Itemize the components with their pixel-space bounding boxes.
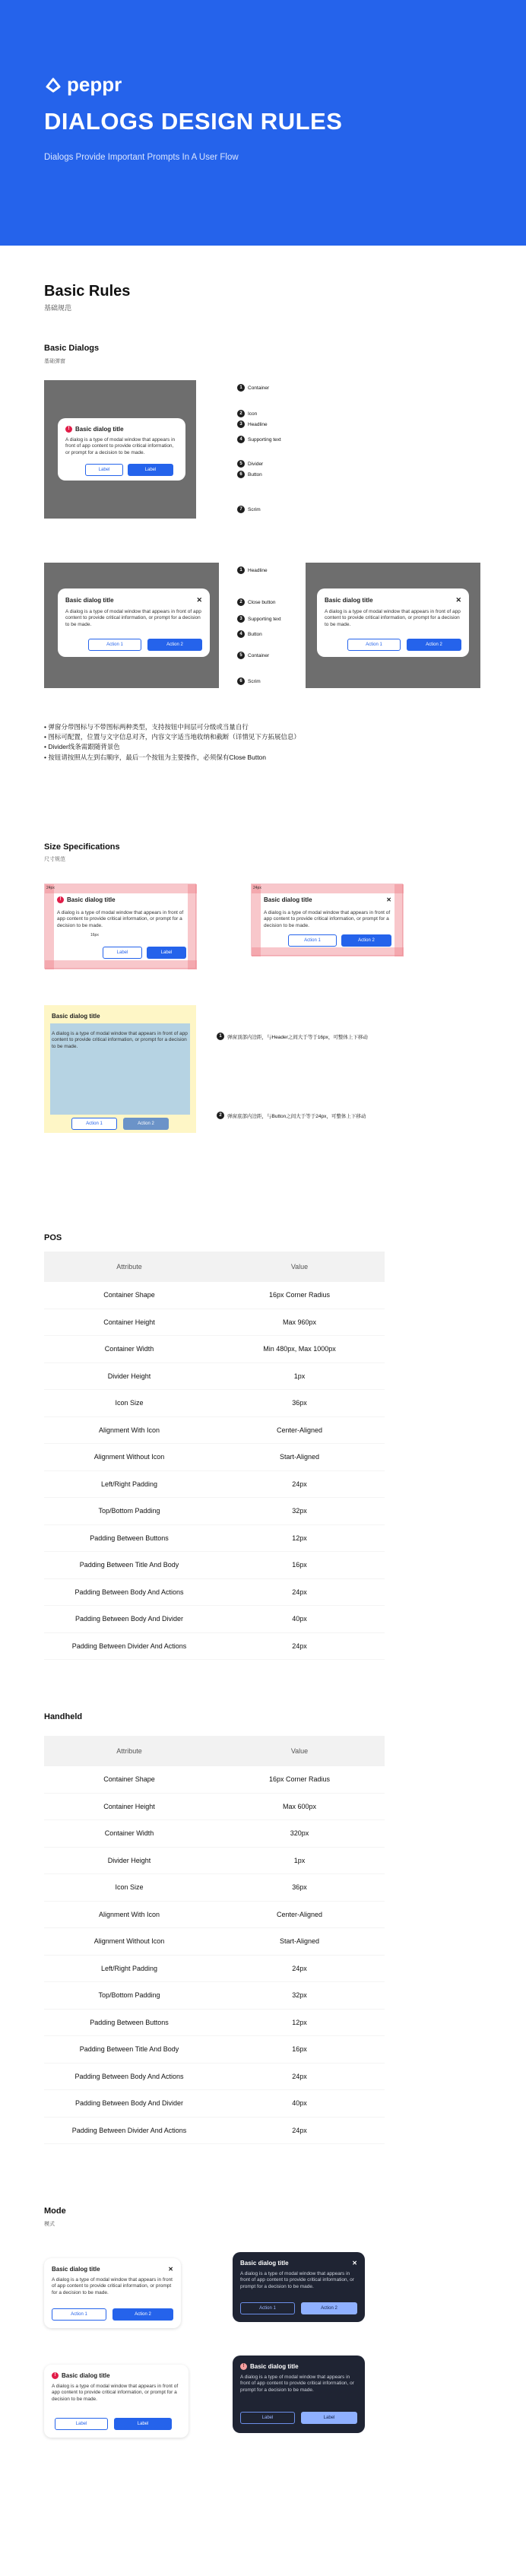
annotation: 1 Container	[237, 384, 269, 392]
table-row	[44, 1417, 385, 1445]
table-row	[44, 1633, 385, 1661]
size-spec-subtitle: 尺寸规范	[44, 857, 65, 862]
attribute-cell: Alignment With Icon	[98, 1910, 160, 1918]
rule-item: • 弹窗分带图标与不带图标两种类型，支持按钮中间层可分级或当量自行	[44, 723, 249, 731]
light-dialog-icon: ! Basic dialog title A dialog is a type of modal window that appears in front of app content to provide critical information, or prompt for a decision to be made. Label Label	[44, 2365, 189, 2438]
brand-logo	[44, 73, 122, 97]
label-button[interactable]: Label	[55, 2418, 108, 2430]
dark-dialog-icon: ! Basic dialog title A dialog is a type of modal window that appears in front of app content to provide critical information, or prompt for a decision to be made. Label Label	[233, 2356, 365, 2433]
action2-button[interactable]: Label	[128, 464, 173, 476]
table-row	[44, 1820, 385, 1848]
value-cell: 36px	[292, 1399, 307, 1407]
value-cell: 40px	[292, 2099, 307, 2108]
annotation: 6 Scrim	[237, 677, 261, 685]
table-row	[44, 1606, 385, 1633]
label-button[interactable]: Label	[240, 2412, 295, 2424]
dialog-title: Basic dialog title	[65, 597, 114, 604]
pos-title: POS	[44, 1233, 62, 1242]
page-subtitle: Dialogs Provide Important Prompts In A User Flow	[44, 153, 239, 162]
peppr-logo-icon	[44, 76, 62, 94]
annotation: 5 Divider	[237, 460, 263, 468]
dialog-container	[317, 588, 469, 657]
action1-button[interactable]: Action 1	[88, 639, 141, 651]
value-cell: 1px	[293, 1372, 306, 1380]
attribute-cell: Icon Size	[115, 1399, 144, 1407]
attribute-cell: Divider Height	[107, 1856, 151, 1864]
alert-icon: !	[65, 426, 72, 433]
table-row	[44, 1390, 385, 1417]
close-icon[interactable]: ✕	[352, 2260, 357, 2267]
annotation: 1 Headline	[237, 566, 268, 574]
table-row	[44, 1874, 385, 1902]
action2-button[interactable]: Action 2	[407, 639, 461, 651]
section-title-basic-rules: Basic Rules	[44, 283, 131, 300]
dialog-container	[58, 418, 185, 481]
label-button[interactable]: Label	[114, 2418, 172, 2430]
action1-button[interactable]: Action 1	[288, 934, 337, 947]
annotation: 5 Container	[237, 652, 269, 659]
close-icon[interactable]: ✕	[455, 596, 461, 604]
action1-button[interactable]: Label	[85, 464, 123, 476]
value-cell: Start-Aligned	[279, 1453, 320, 1461]
table-row	[44, 1336, 385, 1363]
pos-table	[44, 1252, 385, 1660]
basic-dialogs-subtitle: 基础弹窗	[44, 359, 65, 364]
attribute-cell: Padding Between Body And Divider	[74, 2099, 184, 2108]
rule-item: • 图标可配置，位置与文字信息对齐，内容文字适当地收纳和截断（详情见下方拓展信息）	[44, 733, 300, 741]
alert-icon: !	[240, 2363, 247, 2370]
attribute-cell: Top/Bottom Padding	[98, 1507, 160, 1515]
table-row	[44, 2064, 385, 2091]
table-header: Attribute Value	[44, 1736, 385, 1766]
attribute-cell: Padding Between Body And Actions	[74, 2072, 184, 2080]
attribute-cell: Left/Right Padding	[100, 1964, 158, 1972]
value-cell: 16px Corner Radius	[268, 1775, 331, 1784]
value-cell: 32px	[292, 1991, 307, 2000]
annotation: 3 Headline	[237, 420, 268, 428]
value-cell: 16px	[292, 1561, 307, 1569]
value-cell: 24px	[292, 2126, 307, 2134]
basic-dialogs-title: Basic Dialogs	[44, 344, 100, 353]
mode-title: Mode	[44, 2206, 66, 2216]
annotation: 4 Button	[237, 630, 262, 638]
value-cell: 12px	[292, 2018, 307, 2026]
section-subtitle: 基础规范	[44, 304, 72, 312]
dialog-title: Basic dialog title	[325, 597, 373, 604]
annotations-a	[196, 384, 310, 521]
value-cell: 12px	[292, 1534, 307, 1542]
dialog-body: A dialog is a type of modal window that appears in front of app content to provide critical information, or prompt for a decision to be made.	[65, 609, 201, 627]
attribute-cell: Padding Between Buttons	[90, 1534, 169, 1542]
table-row	[44, 1848, 385, 1875]
attribute-cell: Padding Between Body And Actions	[74, 1588, 184, 1596]
table-row	[44, 1444, 385, 1471]
attribute-cell: Divider Height	[107, 1372, 151, 1380]
attribute-cell: Padding Between Title And Body	[79, 1561, 179, 1569]
attribute-cell: Icon Size	[115, 1883, 144, 1892]
attribute-cell: Alignment Without Icon	[93, 1937, 165, 1946]
action1-button[interactable]: Action 1	[52, 2308, 106, 2321]
value-cell: 36px	[292, 1883, 307, 1892]
table-row	[44, 2118, 385, 2145]
value-cell: Center-Aligned	[276, 1910, 323, 1918]
table-row	[44, 1902, 385, 1929]
action1-button[interactable]: Label	[103, 947, 142, 959]
alert-icon: !	[52, 2372, 59, 2379]
action1-button[interactable]: Action 1	[240, 2302, 295, 2314]
table-row	[44, 1794, 385, 1821]
attribute-cell: Container Shape	[103, 1291, 155, 1299]
rule-item: • 按钮请按照从左到右顺序，最后一个按钮为主要操作，必须保有Close Button	[44, 753, 267, 761]
attribute-cell: Container Shape	[103, 1775, 155, 1784]
annotation: 2 Close button	[237, 598, 276, 606]
value-cell: 24px	[292, 1588, 307, 1596]
dialog-body: A dialog is a type of modal window that appears in front of app content to provide critical information, or prompt for a decision to be made.	[65, 437, 176, 455]
value-cell: 24px	[292, 1964, 307, 1972]
attribute-cell: Padding Between Divider And Actions	[71, 2126, 187, 2134]
attribute-cell: Left/Right Padding	[100, 1480, 158, 1488]
table-row	[44, 1282, 385, 1309]
close-icon[interactable]: ✕	[168, 2266, 173, 2273]
value-cell: 24px	[292, 2072, 307, 2080]
value-cell: 32px	[292, 1507, 307, 1515]
table-row	[44, 1471, 385, 1499]
scrim	[306, 563, 480, 688]
note-top-padding: 1 弹窗顶部内边距，与Header之间大于等于16px，可整体上下移动	[217, 1033, 368, 1040]
action2-button[interactable]: Action 2	[301, 2302, 357, 2314]
attribute-cell: Padding Between Title And Body	[79, 2045, 179, 2054]
annotation: 4 Supporting text	[237, 436, 281, 443]
rules-list	[44, 722, 439, 763]
attribute-cell: Padding Between Body And Divider	[74, 1615, 184, 1623]
annotation: 3 Supporting text	[237, 615, 281, 623]
scrim	[44, 563, 219, 688]
handheld-table	[44, 1736, 385, 2144]
action2-button[interactable]: Action 2	[123, 1118, 169, 1130]
size-spec-title: Size Specifications	[44, 842, 120, 852]
action2-button[interactable]: Action 2	[147, 639, 202, 651]
alert-icon: !	[57, 896, 64, 903]
mode-subtitle: 模式	[44, 2222, 55, 2227]
annotations-b	[219, 566, 295, 688]
action1-button[interactable]: Action 1	[347, 639, 401, 651]
dialog-container	[58, 588, 210, 657]
action2-button[interactable]: Action 2	[341, 934, 391, 947]
attribute-cell: Padding Between Buttons	[90, 2018, 169, 2026]
table-row	[44, 1525, 385, 1553]
table-header: Attribute Value	[44, 1252, 385, 1282]
table-row	[44, 1498, 385, 1525]
attribute-cell: Container Width	[104, 1829, 154, 1838]
attribute-cell: Alignment With Icon	[98, 1426, 160, 1434]
annotation: 6 Button	[237, 471, 262, 478]
table-row	[44, 1956, 385, 1983]
attribute-cell: Container Height	[103, 1802, 155, 1810]
value-cell: 16px Corner Radius	[268, 1291, 331, 1299]
table-row	[44, 1363, 385, 1391]
annotation: 2 Icon	[237, 410, 257, 417]
table-row	[44, 2036, 385, 2064]
value-cell: Center-Aligned	[276, 1426, 323, 1434]
page-title: DIALOGS DESIGN RULES	[44, 108, 343, 135]
value-cell: Max 600px	[282, 1802, 317, 1810]
spec-dialog-close: 24px Basic dialog title ✕ A dialog is a type of modal window that appears in front of app content to provide critical information, or prompt for a decision to be made. Action 1 Action 2	[251, 884, 403, 956]
close-icon[interactable]: ✕	[196, 596, 202, 604]
value-cell: Min 480px, Max 1000px	[263, 1345, 336, 1353]
spec-dialog-with-icon: 24px ! Basic dialog title A dialog is a type of modal window that appears in front of app content to provide critical information, or prompt for a decision to be made. 16px Label Label	[44, 884, 196, 969]
table-row	[44, 1928, 385, 1956]
attribute-cell: Container Width	[104, 1345, 154, 1353]
value-cell: 16px	[292, 2045, 307, 2054]
padding-diagram: Basic dialog title A dialog is a type of modal window that appears in front of app content to provide critical information, or prompt for a decision to be made. Action 1 Action 2	[44, 1005, 196, 1133]
label-button[interactable]: Label	[301, 2412, 357, 2424]
attribute-cell: Alignment Without Icon	[93, 1453, 165, 1461]
table-row	[44, 1579, 385, 1607]
value-cell: 24px	[292, 1642, 307, 1650]
handheld-title: Handheld	[44, 1712, 83, 1721]
table-row	[44, 1552, 385, 1579]
dialog-body: A dialog is a type of modal window that appears in front of app content to provide critical information, or prompt for a decision to be made.	[325, 609, 461, 627]
note-bottom-padding: 2 弹窗底部内边距，与Button之间大于等于24px，可整体上下移动	[217, 1112, 366, 1119]
table-row	[44, 1766, 385, 1794]
table-row	[44, 1982, 385, 2010]
table-row	[44, 2090, 385, 2118]
table-row	[44, 1309, 385, 1337]
scrim	[44, 380, 196, 519]
action2-button[interactable]: Action 2	[112, 2308, 173, 2321]
table-row	[44, 2010, 385, 2037]
value-cell: Start-Aligned	[279, 1937, 320, 1946]
light-dialog-close: Basic dialog title ✕ A dialog is a type of modal window that appears in front of app content to provide critical information, or prompt for a decision to be made. Action 1 Action 2	[44, 2258, 181, 2328]
rule-item: • Divider线条需跟随背景色	[44, 743, 120, 751]
value-cell: Max 960px	[282, 1318, 317, 1326]
value-cell: 40px	[292, 1615, 307, 1623]
dark-dialog-close: Basic dialog title ✕ A dialog is a type of modal window that appears in front of app content to provide critical information, or prompt for a decision to be made. Action 1 Action 2	[233, 2252, 365, 2322]
close-icon[interactable]: ✕	[386, 896, 391, 903]
dialog-title: Basic dialog title	[75, 426, 124, 433]
action2-button[interactable]: Label	[147, 947, 186, 959]
value-cell: 24px	[292, 1480, 307, 1488]
attribute-cell: Top/Bottom Padding	[98, 1991, 160, 2000]
attribute-cell: Padding Between Divider And Actions	[71, 1642, 187, 1650]
attribute-cell: Container Height	[103, 1318, 155, 1326]
value-cell: 1px	[293, 1856, 306, 1864]
value-cell: 320px	[290, 1829, 309, 1838]
action1-button[interactable]: Action 1	[71, 1118, 117, 1130]
hero-banner	[0, 0, 526, 246]
logo-text: peppr	[67, 73, 122, 96]
annotation: 7 Scrim	[237, 506, 261, 513]
